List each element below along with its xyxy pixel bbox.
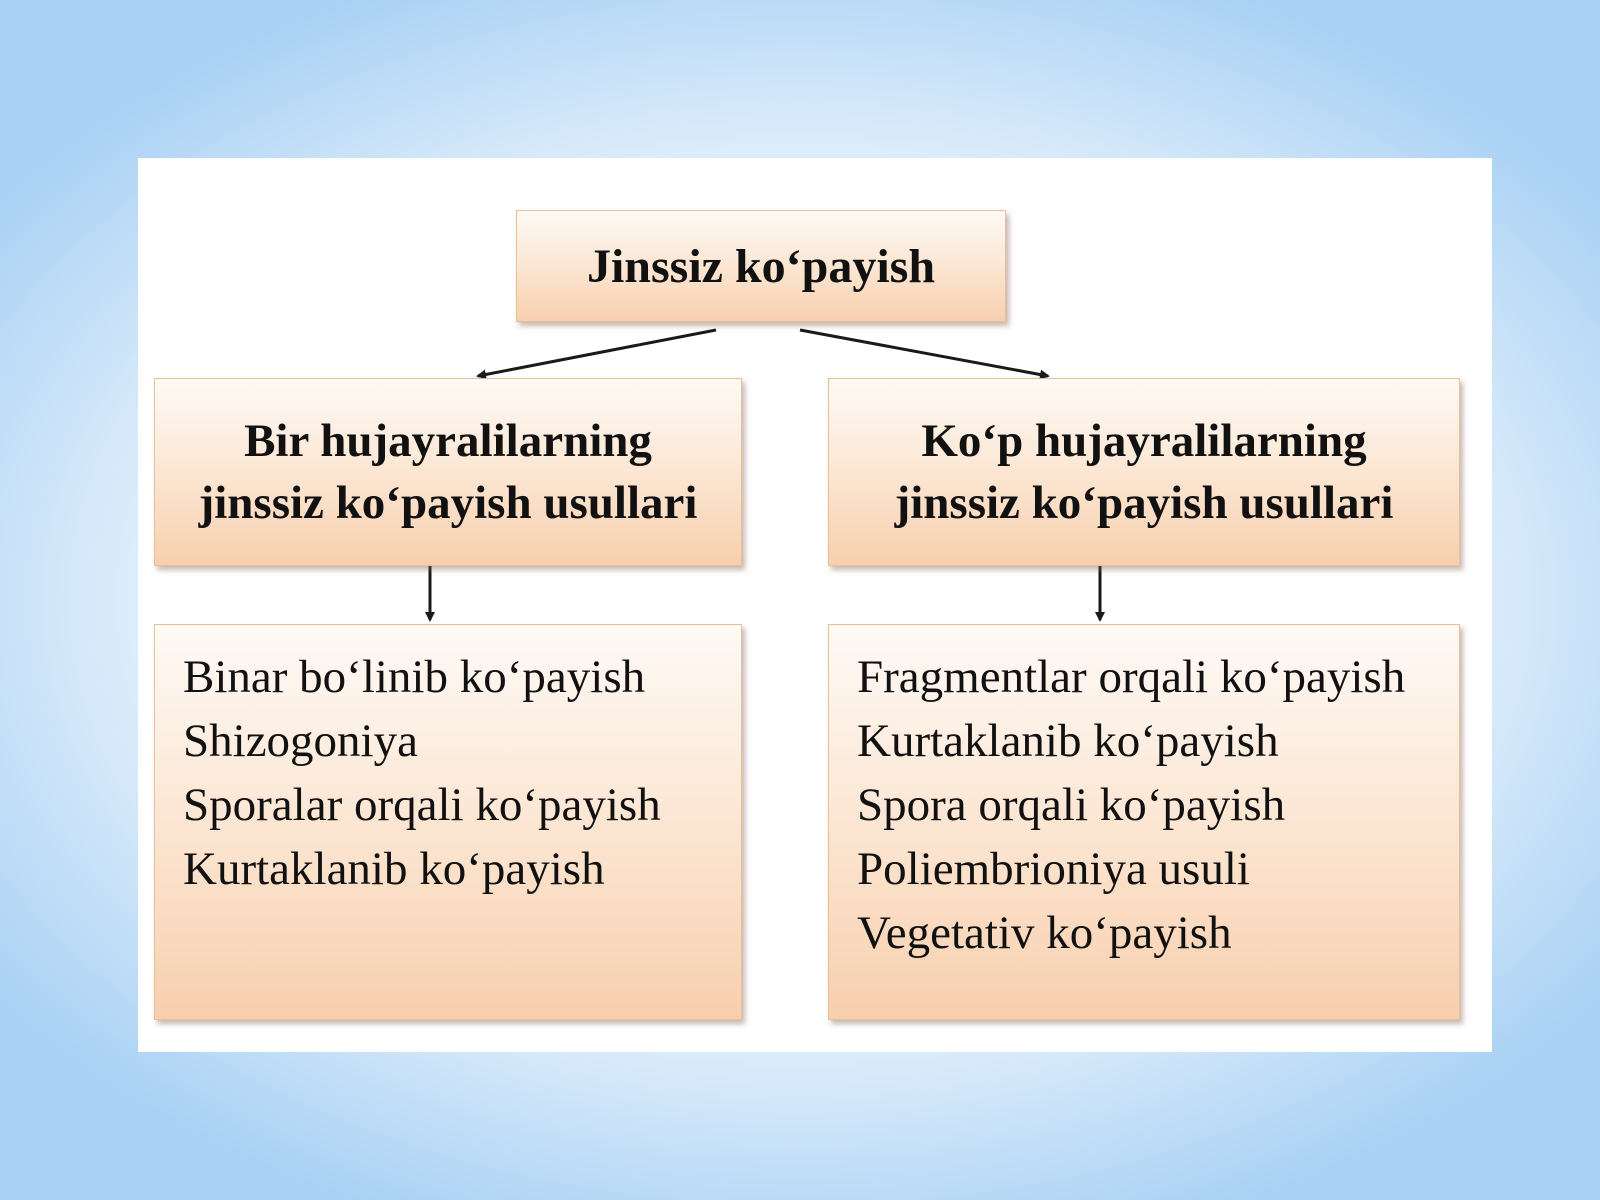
multicellular-header-line-1: Ko‘p hujayralilarning [921,415,1367,467]
unicellular-methods-list [154,624,742,1020]
multicellular-methods-list [828,624,1460,1020]
unicellular-header-line-2: jinssiz ko‘payish usullari [198,477,698,529]
diagram-panel [138,158,1492,1052]
list-item: Sporalar orqali ko‘payish [183,779,661,831]
unicellular-methods-header [154,378,742,566]
arrow-root-to-right [800,330,1048,376]
list-item: Fragmentlar orqali ko‘payish [857,651,1406,703]
list-item: Poliembrioniya usuli [857,843,1250,895]
arrow-root-to-left [478,330,716,376]
multicellular-methods-header [828,378,1460,566]
list-item: Kurtaklanib ko‘payish [857,715,1279,767]
list-item: Shizogoniya [183,715,418,767]
list-item: Spora orqali ko‘payish [857,779,1286,831]
list-item: Binar bo‘linib ko‘payish [183,651,646,703]
list-item: Vegetativ ko‘payish [857,907,1232,959]
list-item: Kurtaklanib ko‘payish [183,843,605,895]
root-node-label: Jinssiz ko‘payish [586,239,936,293]
multicellular-header-line-2: jinssiz ko‘payish usullari [894,477,1394,529]
root-node [516,210,1006,322]
unicellular-header-line-1: Bir hujayralilarning [244,415,652,467]
